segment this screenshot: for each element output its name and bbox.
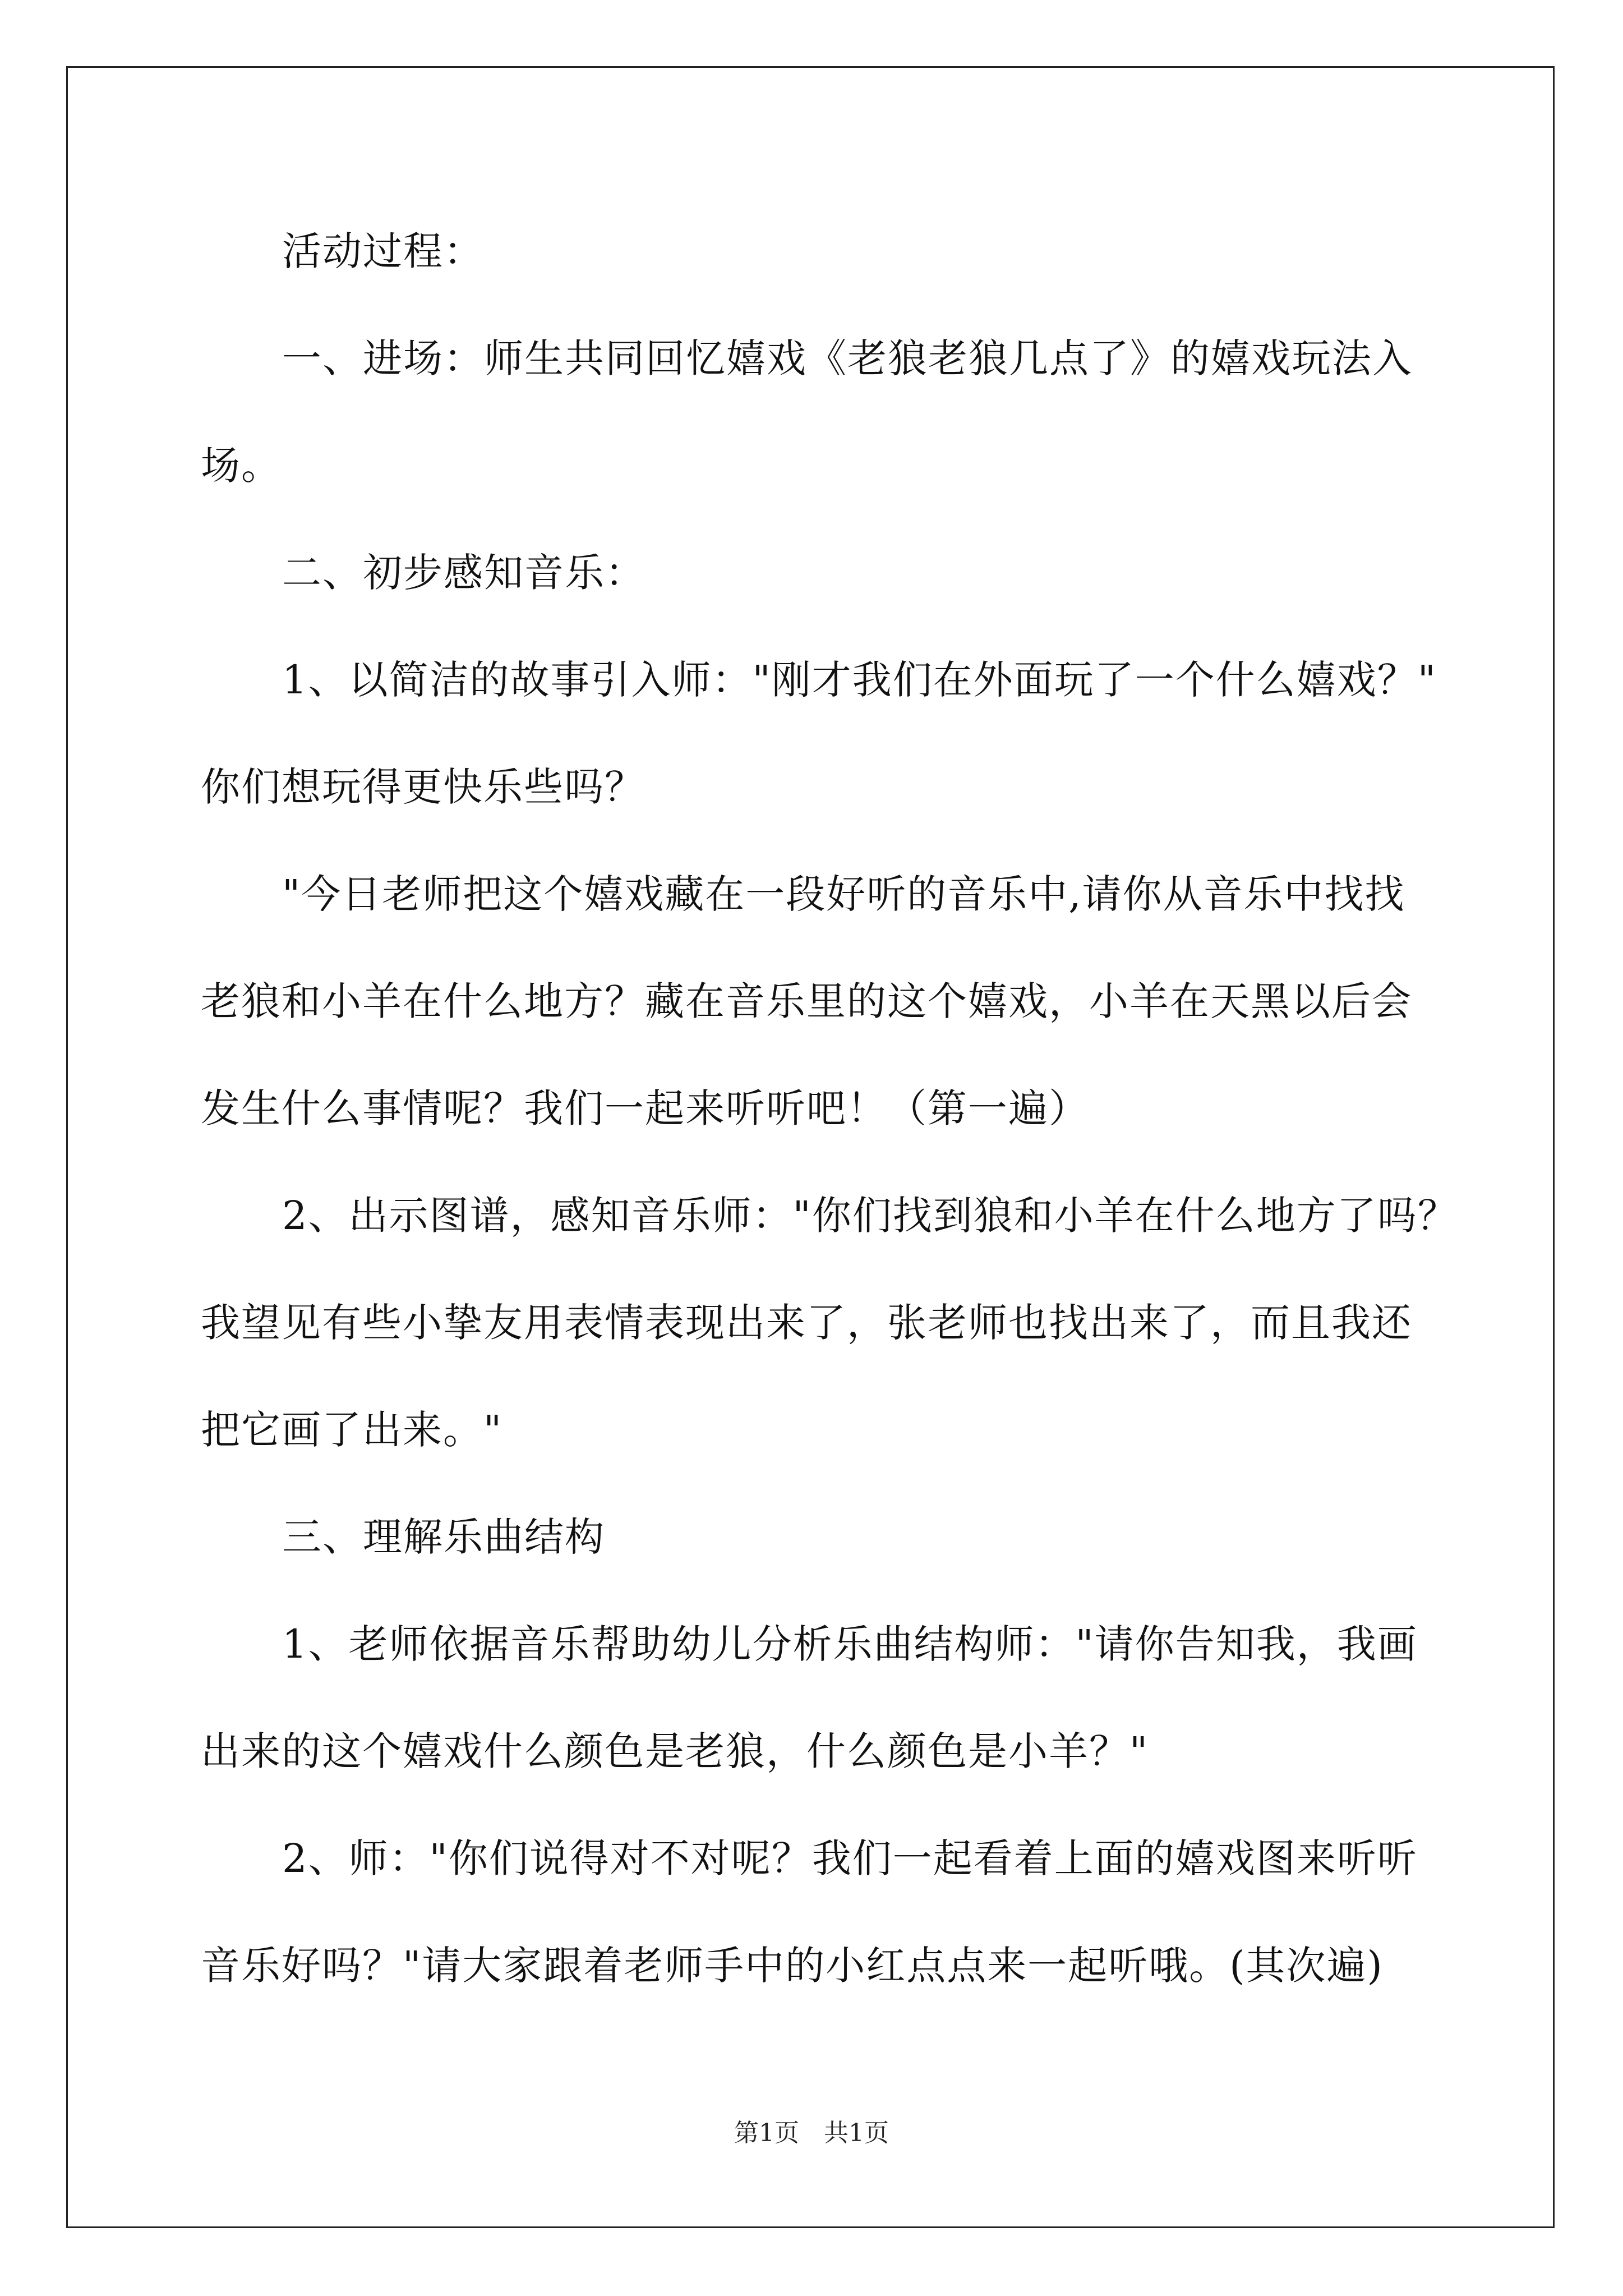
paragraph-line: 一、进场：师生共同回忆嬉戏《老狼老狼几点了》的嬉戏玩法入	[282, 335, 1413, 381]
paragraph-line: 发生什么事情呢？我们一起来听听吧！（第一遍）	[201, 1085, 1089, 1131]
paragraph-line: 你们想玩得更快乐些吗？	[201, 764, 645, 810]
paragraph-line: 出来的这个嬉戏什么颜色是老狼，什么颜色是小羊？"	[201, 1728, 1149, 1774]
section-heading-music-perception: 二、初步感知音乐：	[282, 550, 645, 596]
page-number-footer: 第1页 共1页	[734, 2119, 889, 2147]
paragraph-line: 1、老师依据音乐帮助幼儿分析乐曲结构师："请你告知我，我画	[282, 1621, 1418, 1667]
paragraph-line: 老狼和小羊在什么地方？藏在音乐里的这个嬉戏，小羊在天黑以后会	[201, 978, 1412, 1024]
paragraph-line: 2、出示图谱，感知音乐师："你们找到狼和小羊在什么地方了吗？	[282, 1193, 1458, 1239]
paragraph-line: 把它画了出来。"	[201, 1407, 503, 1453]
paragraph-line: 场。	[201, 443, 282, 489]
section-heading-structure: 三、理解乐曲结构	[282, 1514, 605, 1560]
paragraph-line: 2、师："你们说得对不对呢？我们一起看着上面的嬉戏图来听听	[282, 1835, 1418, 1881]
paragraph-line: "今日老师把这个嬉戏藏在一段好听的音乐中,请你从音乐中找找	[282, 871, 1405, 917]
page-border	[66, 66, 1555, 2228]
paragraph-line: 音乐好吗？"请大家跟着老师手中的小红点点来一起听哦。(其次遍)	[201, 1943, 1384, 1989]
paragraph-line: 我望见有些小挚友用表情表现出来了，张老师也找出来了，而且我还	[201, 1300, 1412, 1346]
paragraph-line: 1、以简洁的故事引入师："刚才我们在外面玩了一个什么嬉戏？"	[282, 657, 1437, 703]
section-heading-activity-process: 活动过程：	[282, 228, 484, 274]
